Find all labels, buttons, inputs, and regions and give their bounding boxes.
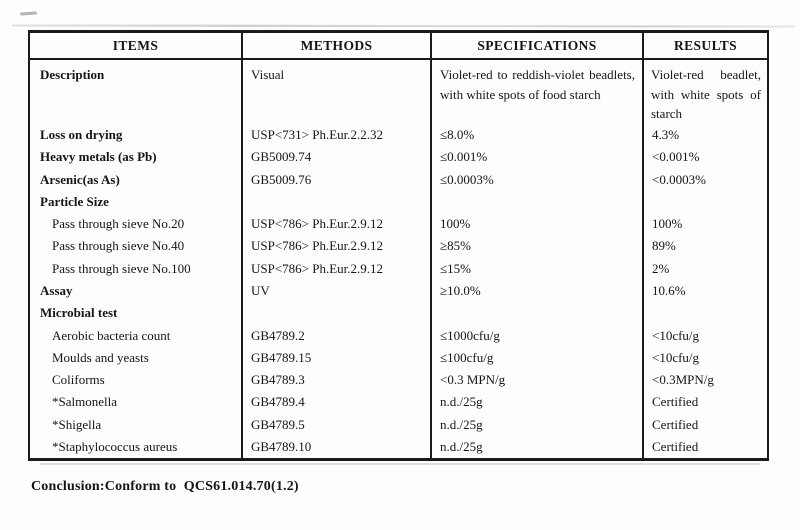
spec-cell: ≥85% — [430, 235, 642, 257]
method-cell: USP<786> Ph.Eur.2.9.12 — [241, 258, 430, 280]
method-cell: Visual — [241, 60, 430, 124]
item-cell: Pass through sieve No.40 — [52, 238, 185, 254]
result-cell — [642, 191, 767, 213]
result-cell: 2% — [642, 258, 767, 280]
method-cell: USP<786> Ph.Eur.2.9.12 — [241, 213, 430, 235]
method-cell — [241, 302, 430, 324]
method-cell — [241, 191, 430, 213]
row-loss-on-drying — [30, 124, 767, 146]
method-cell: GB4789.5 — [241, 413, 430, 435]
spec-cell: ≤0.0003% — [430, 169, 642, 191]
item-cell: Pass through sieve No.20 — [52, 216, 185, 232]
result-cell: 4.3% — [642, 124, 767, 146]
result-cell — [642, 302, 767, 324]
spec-cell: ≤8.0% — [430, 124, 642, 146]
method-cell: GB4789.2 — [241, 324, 430, 346]
spec-cell: ≤100cfu/g — [430, 347, 642, 369]
result-cell: <0.001% — [642, 146, 767, 168]
item-cell: *Staphylococcus aureus — [52, 438, 178, 454]
method-cell: GB4789.3 — [241, 369, 430, 391]
spec-cell: ≥10.0% — [430, 280, 642, 302]
scan-smudge — [20, 11, 37, 15]
col-header-results: RESULTS — [642, 33, 767, 58]
row-assay — [30, 280, 767, 302]
item-cell: Aerobic bacteria count — [52, 327, 171, 343]
result-cell: 100% — [642, 213, 767, 235]
spec-cell: <0.3 MPN/g — [430, 369, 642, 391]
method-cell: GB4789.15 — [241, 347, 430, 369]
spec-cell: ≤1000cfu/g — [430, 324, 642, 346]
table-header-row — [30, 33, 767, 60]
spec-cell: ≤15% — [430, 258, 642, 280]
method-cell: GB5009.74 — [241, 146, 430, 168]
item-cell: Description — [40, 67, 105, 82]
item-cell: Loss on drying — [40, 127, 123, 143]
spec-cell — [430, 302, 642, 324]
item-cell: Assay — [40, 282, 73, 298]
row-description — [30, 60, 767, 124]
row-particle-size-heading — [30, 191, 767, 213]
method-cell: UV — [241, 280, 430, 302]
item-cell: Particle Size — [40, 193, 109, 209]
item-cell: *Shigella — [52, 416, 102, 432]
row-arsenic — [30, 169, 767, 191]
row-heavy-metals — [30, 146, 767, 168]
row-sieve-no40 — [30, 235, 767, 257]
spec-cell: ≤0.001% — [430, 146, 642, 168]
item-cell: Coliforms — [52, 372, 105, 388]
spec-cell: n.d./25g — [430, 436, 642, 458]
result-cell: <0.0003% — [642, 169, 767, 191]
method-cell: USP<786> Ph.Eur.2.9.12 — [241, 235, 430, 257]
result-cell: 10.6% — [642, 280, 767, 302]
conclusion-text: Conclusion:Conform to QCS61.014.70(1.2) — [31, 479, 299, 494]
method-cell: USP<731> Ph.Eur.2.2.32 — [241, 124, 430, 146]
spec-cell: Violet-red to reddish-violet beadlets, with white spots of food starch — [430, 60, 642, 124]
col-header-items: ITEMS — [112, 37, 159, 53]
spec-cell: n.d./25g — [430, 391, 642, 413]
result-cell: <0.3MPN/g — [642, 369, 767, 391]
row-sieve-no100 — [30, 258, 767, 280]
col-header-specifications: SPECIFICATIONS — [430, 33, 642, 58]
method-cell: GB5009.76 — [241, 169, 430, 191]
method-cell: GB4789.10 — [241, 436, 430, 458]
scan-line-artifact — [40, 463, 760, 465]
row-shigella — [30, 413, 767, 435]
item-cell: Moulds and yeasts — [52, 349, 149, 365]
item-cell: Arsenic(as As) — [40, 171, 120, 187]
row-salmonella — [30, 391, 767, 413]
row-moulds-and-yeasts — [30, 347, 767, 369]
row-aerobic-bacteria-count — [30, 324, 767, 346]
row-microbial-test-heading — [30, 302, 767, 324]
item-cell: Microbial test — [40, 305, 118, 321]
spec-cell: 100% — [430, 213, 642, 235]
item-cell: *Salmonella — [52, 394, 117, 410]
specification-table — [28, 30, 769, 461]
col-header-methods: METHODS — [241, 33, 430, 58]
spec-cell — [430, 191, 642, 213]
row-staphylococcus-aureus — [30, 436, 767, 458]
spec-cell: n.d./25g — [430, 413, 642, 435]
result-cell: 89% — [642, 235, 767, 257]
item-cell: Heavy metals (as Pb) — [40, 149, 157, 165]
item-cell: Pass through sieve No.100 — [52, 260, 191, 276]
result-cell: <10cfu/g — [642, 347, 767, 369]
result-cell: <10cfu/g — [642, 324, 767, 346]
result-cell: Certified — [642, 391, 767, 413]
row-coliforms — [30, 369, 767, 391]
scan-line-artifact — [12, 24, 795, 27]
row-sieve-no20 — [30, 213, 767, 235]
result-cell: Certified — [642, 436, 767, 458]
result-cell: Certified — [642, 413, 767, 435]
method-cell: GB4789.4 — [241, 391, 430, 413]
result-cell: Violet-red beadlet, with white spots of starch — [642, 60, 767, 124]
